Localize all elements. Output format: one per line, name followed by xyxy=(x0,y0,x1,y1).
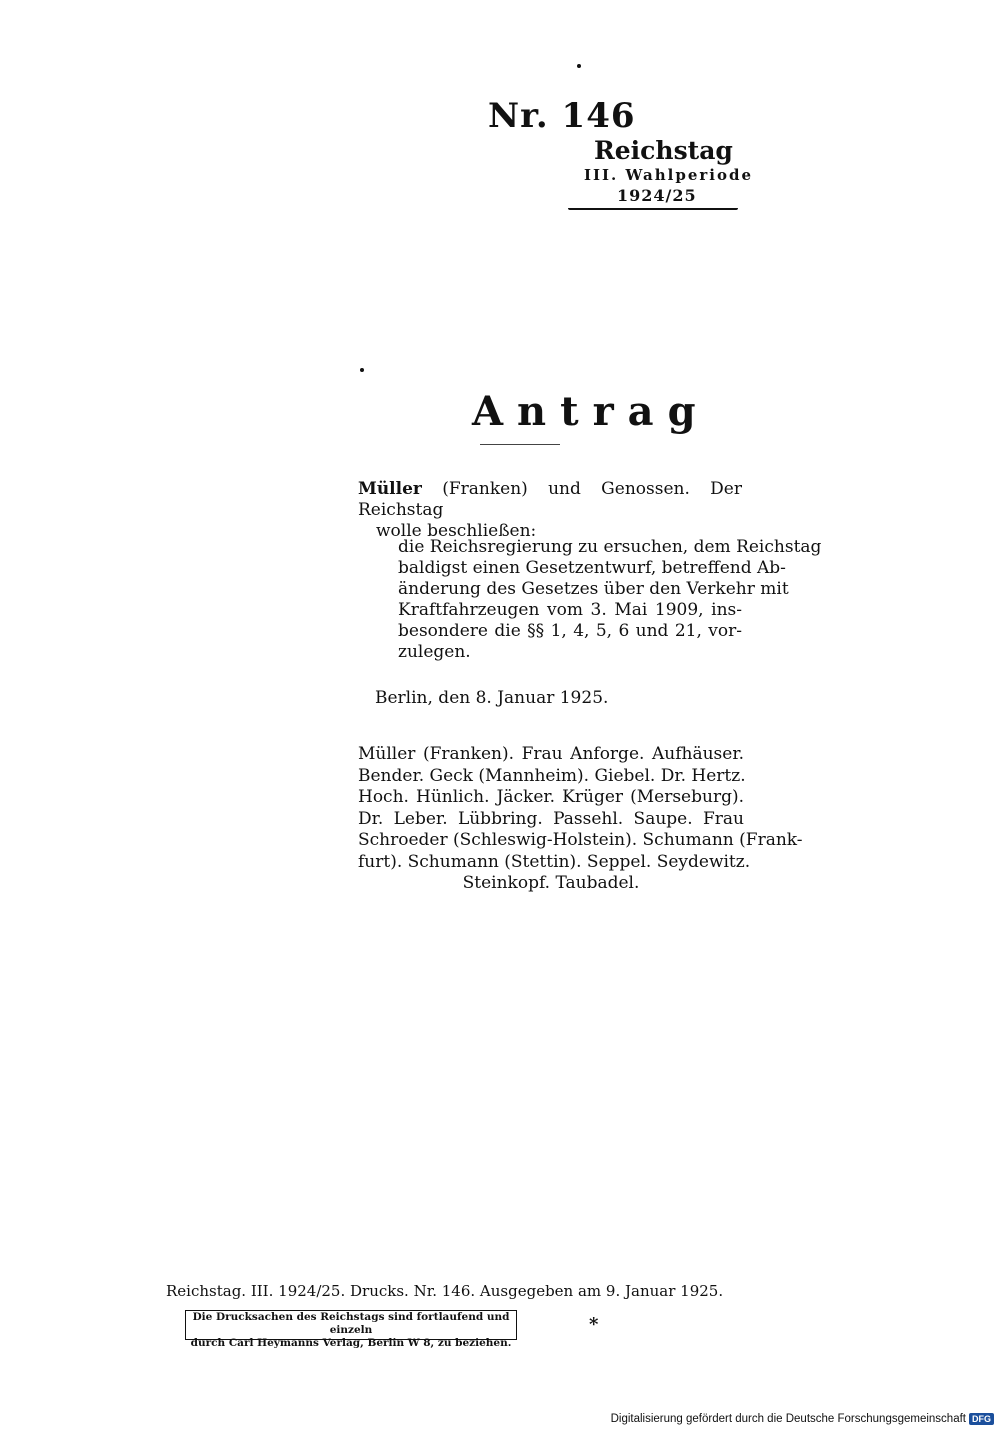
proposer-name: Müller xyxy=(358,479,422,499)
speck-top xyxy=(577,64,581,68)
intro-paragraph xyxy=(358,479,742,542)
signer-line: Müller (Franken). Frau Anforge. Aufhäuser. xyxy=(358,744,744,764)
dfg-logo: DFG xyxy=(969,1413,994,1425)
request-line: baldigst einen Gesetzentwurf, betreffend Ab- xyxy=(398,558,786,578)
digitization-credit xyxy=(611,1413,994,1425)
date-line: Berlin, den 8. Januar 1925. xyxy=(375,688,609,708)
document-number: Nr. 146 xyxy=(488,96,636,136)
request-line: Kraftfahrzeugen vom 3. Mai 1909, ins- xyxy=(398,600,742,620)
signer-line: Bender. Geck (Mannheim). Giebel. Dr. Hertz. xyxy=(358,765,746,786)
speck-left xyxy=(360,368,364,372)
notice-line-2: durch Carl Heymanns Verlag, Berlin W 8, zu beziehen. xyxy=(190,1337,512,1349)
period-years: 1924/25 xyxy=(617,186,697,205)
legislative-period: III. Wahlperiode xyxy=(584,166,754,184)
signer-line: Hoch. Hünlich. Jäcker. Krüger (Merseburg). xyxy=(358,787,744,807)
request-line: besondere die §§ 1, 4, 5, 6 und 21, vor- xyxy=(398,621,742,641)
signer-list xyxy=(358,744,803,895)
request-line: die Reichsregierung zu ersuchen, dem Reichstag xyxy=(398,537,822,557)
signer-line: Steinkopf. Taubadel. xyxy=(462,873,640,893)
institution-name: Reichstag xyxy=(594,136,733,165)
intro-line-2: wolle beschließen: xyxy=(376,521,537,541)
signer-line: Dr. Leber. Lübbring. Passehl. Saupe. Frau xyxy=(358,808,744,829)
credit-text: Digitalisierung gefördert durch die Deutsche Forschungsgemeinschaft xyxy=(610,1413,966,1425)
request-line: zulegen. xyxy=(398,642,471,662)
title-rule xyxy=(480,444,560,445)
signer-line: Schroeder (Schleswig-Holstein). Schumann (Frank- xyxy=(358,830,803,850)
distribution-notice-box xyxy=(185,1310,517,1349)
signer-line: furt). Schumann (Stettin). Seppel. Seydewitz. xyxy=(358,851,751,872)
notice-line-1: Die Drucksachen des Reichstags sind fortlaufend und einzeln xyxy=(192,1311,510,1336)
request-paragraph xyxy=(398,537,822,663)
asterisk-mark: * xyxy=(589,1314,599,1335)
document-title: Antrag xyxy=(472,388,710,435)
request-line: änderung des Gesetzes über den Verkehr mit xyxy=(398,579,789,599)
header-rule xyxy=(568,208,738,210)
intro-rest: (Franken) und Genossen. Der Reichstag xyxy=(358,479,742,520)
issue-footer: Reichstag. III. 1924/25. Drucks. Nr. 146. Ausgegeben am 9. Januar 1925. xyxy=(166,1282,724,1300)
